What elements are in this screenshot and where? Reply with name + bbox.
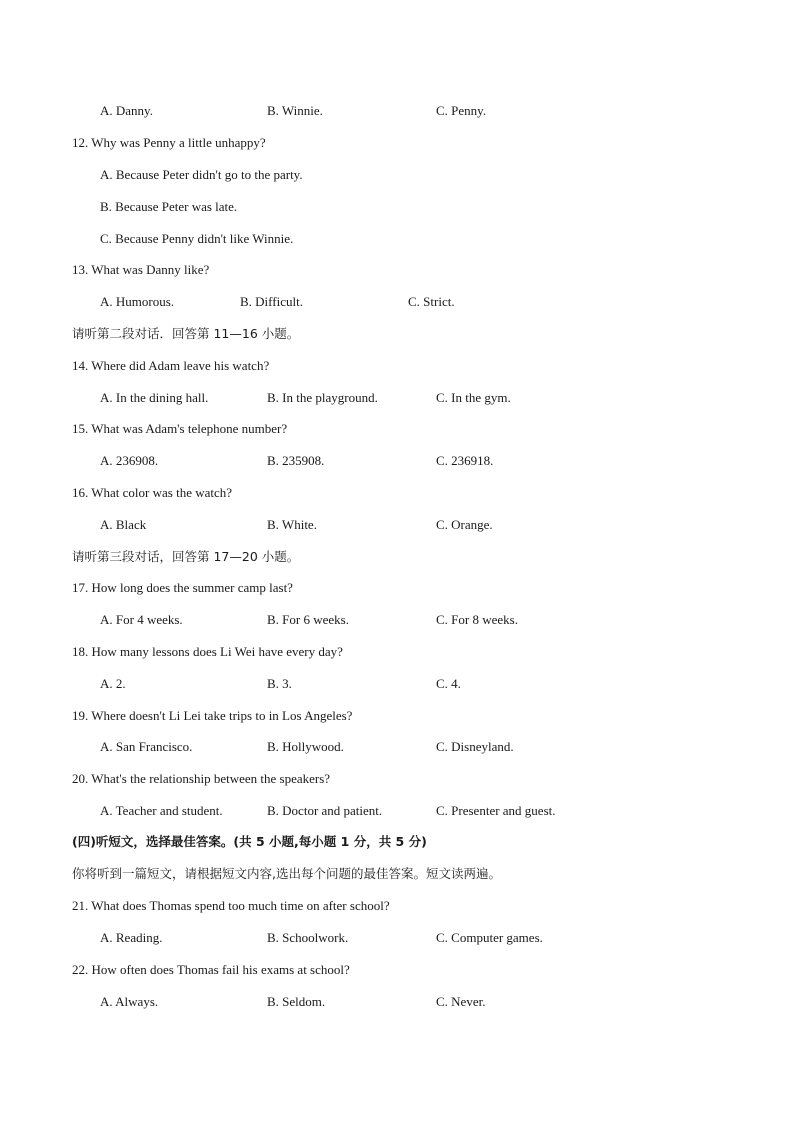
q15-question: 15. What was Adam's telephone number? — [72, 421, 288, 436]
q21-option-c: C. Computer games. — [436, 930, 543, 945]
q19-option-a: A. San Francisco. — [100, 739, 193, 754]
q20-option-a: A. Teacher and student. — [100, 803, 223, 818]
q16-option-a: A. Black — [100, 517, 147, 532]
q11-option-b: B. Winnie. — [267, 103, 323, 118]
q12-option-b: B. Because Peter was late. — [100, 199, 238, 214]
q15-option-b: B. 235908. — [267, 453, 325, 468]
q20-option-c: C. Presenter and guest. — [436, 803, 556, 818]
q14-question: 14. Where did Adam leave his watch? — [72, 358, 270, 373]
q15-option-a: A. 236908. — [100, 453, 159, 468]
q14-option-c: C. In the gym. — [436, 390, 511, 405]
q12-option-a: A. Because Peter didn't go to the party. — [100, 167, 303, 182]
q20-question: 20. What's the relationship between the speakers? — [72, 771, 331, 786]
section-2-instruction: 请听第二段对话．回答第 11—16 小题。 — [72, 326, 300, 341]
q19-question: 19. Where doesn't Li Lei take trips to in Los Angeles? — [72, 708, 353, 723]
q12-question: 12. Why was Penny a little unhappy? — [72, 135, 266, 150]
q21-option-a: A. Reading. — [100, 930, 163, 945]
q18-option-a: A. 2. — [100, 676, 126, 691]
q13-question: 13. What was Danny like? — [72, 262, 210, 277]
q22-option-a: A. Always. — [100, 994, 159, 1009]
q22-option-c: C. Never. — [436, 994, 486, 1009]
q21-option-b: B. Schoolwork. — [267, 930, 349, 945]
q11-option-c: C. Penny. — [436, 103, 487, 118]
q20-option-b: B. Doctor and patient. — [267, 803, 383, 818]
q17-option-b: B. For 6 weeks. — [267, 612, 349, 627]
part-4-instruction: 你将听到一篇短文，请根据短文内容,选出每个问题的最佳答案。短文读两遍。 — [72, 866, 501, 881]
q14-option-b: B. In the playground. — [267, 390, 378, 405]
q16-question: 16. What color was the watch? — [72, 485, 233, 500]
q17-option-c: C. For 8 weeks. — [436, 612, 518, 627]
q15-option-c: C. 236918. — [436, 453, 494, 468]
q13-option-a: A. Humorous. — [100, 294, 175, 309]
q22-option-b: B. Seldom. — [267, 994, 326, 1009]
q19-option-b: B. Hollywood. — [267, 739, 344, 754]
q19-option-c: C. Disneyland. — [436, 739, 514, 754]
q17-question: 17. How long does the summer camp last? — [72, 580, 293, 595]
q16-option-c: C. Orange. — [436, 517, 493, 532]
section-3-instruction: 请听第三段对话，回答第 17—20 小题。 — [72, 549, 300, 564]
q11-option-a: A. Danny. — [100, 103, 153, 118]
q17-option-a: A. For 4 weeks. — [100, 612, 183, 627]
q12-option-c: C. Because Penny didn't like Winnie. — [100, 231, 294, 246]
q21-question: 21. What does Thomas spend too much time on after school? — [72, 898, 390, 913]
q18-option-c: C. 4. — [436, 676, 461, 691]
q18-question: 18. How many lessons does Li Wei have every day? — [72, 644, 343, 659]
q18-option-b: B. 3. — [267, 676, 292, 691]
part-4-heading: (四)听短文，选择最佳答案。(共 5 小题,每小题 1 分，共 5 分) — [72, 834, 427, 849]
q16-option-b: B. White. — [267, 517, 317, 532]
q14-option-a: A. In the dining hall. — [100, 390, 209, 405]
q13-option-b: B. Difficult. — [240, 294, 303, 309]
q22-question: 22. How often does Thomas fail his exams at school? — [72, 962, 350, 977]
q13-option-c: C. Strict. — [408, 294, 455, 309]
